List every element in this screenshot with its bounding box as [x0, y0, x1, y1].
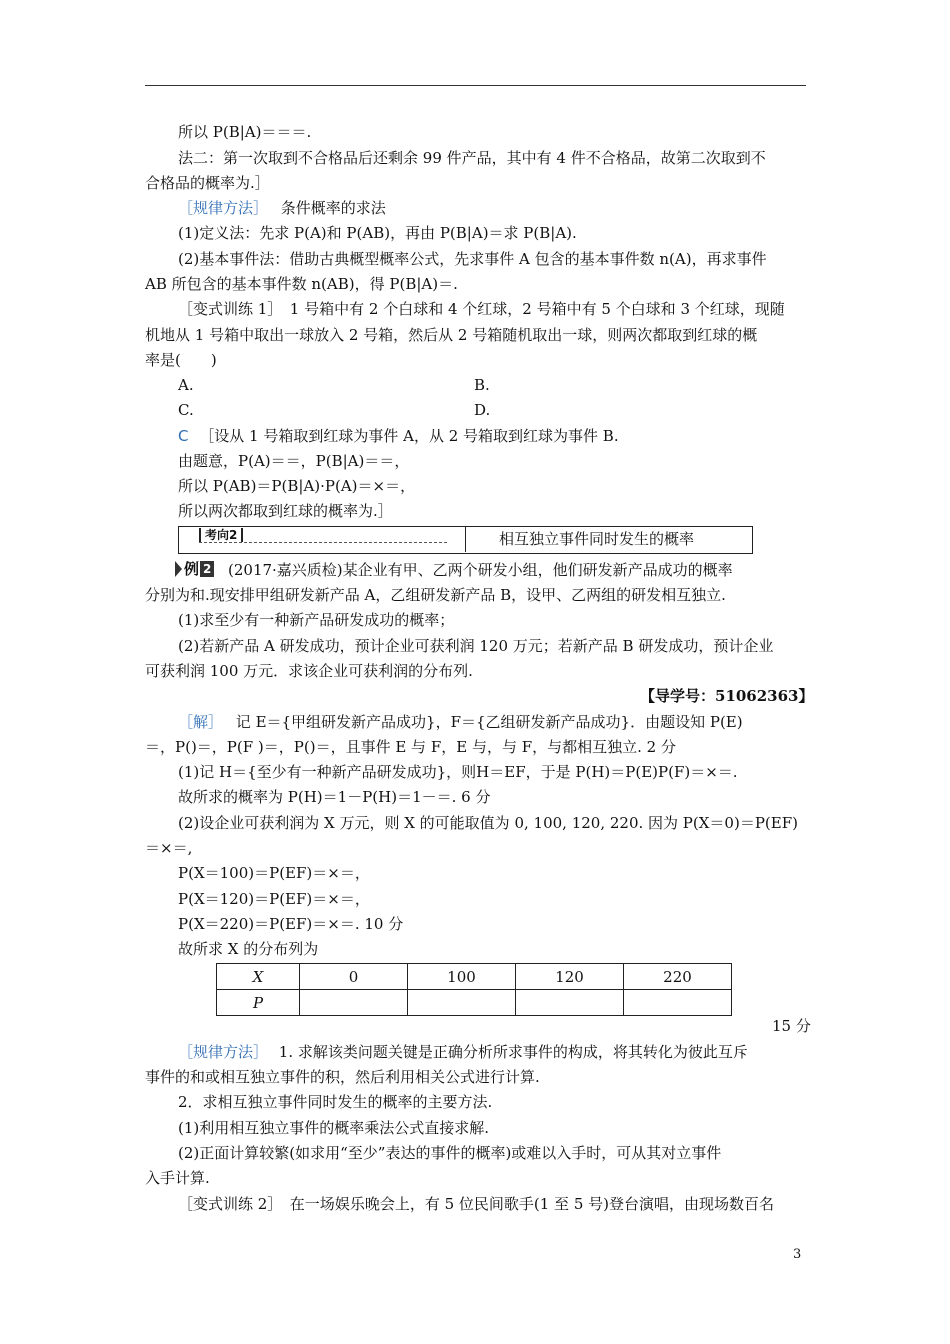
- method-title: 条件概率的求法: [280, 199, 386, 217]
- text-line: P(X＝100)＝P(EF)＝×＝，: [178, 864, 370, 882]
- text-line: P(X＝220)＝P(EF)＝×＝. 10 分: [178, 915, 404, 933]
- text-line: 所以两次都取到红球的概率为.］: [178, 502, 393, 520]
- text-line: 入手计算.: [145, 1169, 210, 1187]
- table-cell: 0: [300, 964, 408, 990]
- table-cell: 220: [624, 964, 732, 990]
- method-tag: ［规律方法］: [178, 199, 269, 217]
- page-number: 3: [793, 1247, 802, 1262]
- distribution-table: [216, 963, 732, 1016]
- section-header: [178, 526, 753, 554]
- table-cell: 100: [408, 964, 516, 990]
- text-line: 所以 P(AB)＝P(B|A)·P(A)＝×＝，: [178, 477, 416, 495]
- text-line: 机地从 1 号箱中取出一球放入 2 号箱，然后从 2 号箱随机取出一球，则两次都取到红球的概: [145, 326, 758, 344]
- text-line: P(X＝120)＝P(EF)＝×＝，: [178, 890, 370, 908]
- solution-tag: ［解］: [178, 713, 224, 731]
- choice-b: B.: [474, 376, 490, 394]
- triangle-icon: [175, 561, 182, 577]
- dashed-line: [199, 542, 447, 543]
- answer-letter: C: [178, 427, 189, 445]
- text-line: 由题意，P(A)＝＝，P(B|A)＝＝，: [178, 452, 410, 470]
- text-line: ［变式训练 1］ 1 号箱中有 2 个白球和 4 个红球，2 号箱中有 5 个白球和 3 个红球，现随: [178, 300, 785, 318]
- text-line: (1)利用相互独立事件的概率乘法公式直接求解.: [178, 1119, 490, 1137]
- text-line: (1)定义法：先求 P(A)和 P(AB)，再由 P(B|A)＝求 P(B|A).: [178, 224, 577, 242]
- text-line: (1)求至少有一种新产品研发成功的概率；: [178, 611, 455, 629]
- table-cell: P: [217, 990, 300, 1016]
- example-label: 例: [184, 560, 200, 578]
- table-row: [217, 990, 732, 1016]
- answer-text: ［设从 1 号箱取到红球为事件 A，从 2 号箱取到红球为事件 B.: [199, 427, 619, 445]
- score-note: 15 分: [772, 1017, 811, 1035]
- example-marker: [175, 558, 214, 579]
- solution-text: 记 E＝{甲组研发新产品成功}，F＝{乙组研发新产品成功}．由题设知 P(E): [235, 713, 743, 731]
- text-line: 事件的和或相互独立事件的积，然后利用相关公式进行计算.: [145, 1068, 540, 1086]
- method-line: [178, 1042, 748, 1062]
- header-rule: [145, 85, 806, 86]
- table-cell: 120: [516, 964, 624, 990]
- text-line: 2．求相互独立事件同时发生的概率的主要方法.: [178, 1093, 493, 1111]
- table-row: [217, 964, 732, 990]
- section-title: 相互独立事件同时发生的概率: [499, 530, 695, 548]
- answer-line: [178, 426, 619, 446]
- text-line: 率是( ): [145, 351, 217, 369]
- text-line: (2)若新产品 A 研发成功，预计企业可获利润 120 万元；若新产品 B 研发成功，预计企业: [178, 637, 774, 655]
- text-line: ［变式训练 2］ 在一场娱乐晚会上，有 5 位民间歌手(1 至 5 号)登台演唱，由现场数百名: [178, 1195, 774, 1213]
- section-header-left: [179, 527, 466, 552]
- method-heading: [178, 198, 386, 218]
- choice-d: D.: [474, 401, 491, 419]
- choice-c: C.: [178, 401, 194, 419]
- text-line: 故所求的概率为 P(H)＝1－P(H)＝1－＝. 6 分: [178, 788, 491, 806]
- table-cell: [624, 990, 732, 1016]
- text-line: AB 所包含的基本事件数 n(AB)，得 P(B|A)＝.: [145, 275, 458, 293]
- section-tab: 考向2: [199, 528, 243, 542]
- text-line: (2)基本事件法：借助古典概型概率公式，先求事件 A 包含的基本事件数 n(A)，再求事件: [178, 250, 767, 268]
- text-line: (2)设企业可获利润为 X 万元，则 X 的可能取值为 0, 100, 120, 220. 因为 P(X＝0)＝P(EF): [178, 814, 798, 832]
- guide-number: 【导学号：51062363】: [640, 687, 814, 705]
- table-cell: [300, 990, 408, 1016]
- table-cell: [408, 990, 516, 1016]
- text-line: 分别为和.现安排甲组研发新产品 A，乙组研发新产品 B，设甲、乙两组的研发相互独立.: [145, 586, 726, 604]
- example-number: 2: [200, 561, 214, 577]
- method-text: 1. 求解该类问题关键是正确分析所求事件的构成，将其转化为彼此互斥: [278, 1043, 748, 1061]
- table-cell: X: [217, 964, 300, 990]
- text-line: 合格品的概率为.］: [145, 174, 270, 192]
- solution-line: [178, 712, 743, 732]
- text-line: (1)记 H＝{至少有一种新产品研发成功}，则H＝EF，于是 P(H)＝P(E)P(F)＝×＝.: [178, 763, 738, 781]
- text-line: 故所求 X 的分布列为: [178, 940, 319, 958]
- choice-a: A.: [178, 376, 194, 394]
- text-line: ＝，P()＝，P(F )＝，P()＝，且事件 E 与 F，E 与，与 F，与都相互独立. 2 分: [145, 738, 676, 756]
- text-line: ＝×＝,: [145, 839, 193, 857]
- text-line: 法二：第一次取到不合格品后还剩余 99 件产品，其中有 4 件不合格品，故第二次取到不: [178, 149, 766, 167]
- text-line: 可获利润 100 万元．求该企业可获利润的分布列.: [145, 662, 473, 680]
- table-cell: [516, 990, 624, 1016]
- text-line: (2)正面计算较繁(如求用“至少”表达的事件的概率)或难以入手时，可从其对立事件: [178, 1144, 722, 1162]
- text-line: (2017·嘉兴质检)某企业有甲、乙两个研发小组，他们研发新产品成功的概率: [228, 561, 733, 579]
- method-tag: ［规律方法］: [178, 1043, 269, 1061]
- text-line: 所以 P(B|A)＝＝＝.: [178, 123, 312, 141]
